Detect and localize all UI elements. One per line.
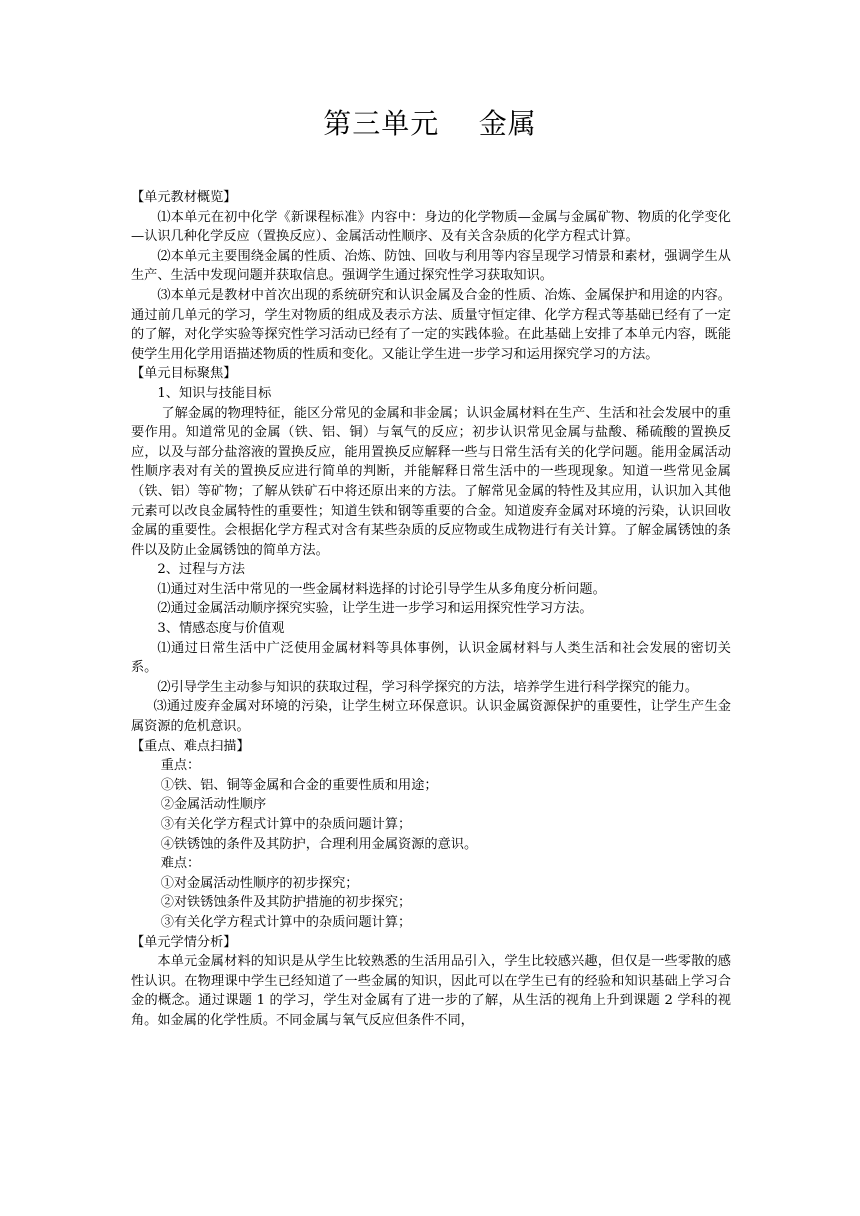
goal-emotion-item-1: ⑴通过日常生活中广泛使用金属材料等具体事例，认识金属材料与人类生活和社会发展的密切关系。 — [131, 640, 731, 676]
key-point-item: ①铁、铝、铜等金属和合金的重要性质和用途； — [160, 777, 438, 793]
goal-emotion-item-3: ⑶通过废弃金属对环境的污染，让学生树立环保意识。认识金属资源保护的重要性，让学生产生金属资源的危机意识。 — [131, 699, 731, 735]
section-heading-keypoints: 【重点、难点扫描】 — [131, 738, 250, 754]
key-points-label: 重点： — [160, 758, 201, 774]
document-body — [131, 188, 731, 1031]
key-point-item: ②金属活动性顺序 — [160, 797, 267, 813]
goal-emotion-title: 3、情感态度与价值观 — [157, 621, 285, 637]
difficult-point-item: ③有关化学方程式计算中的杂质问题计算； — [160, 914, 412, 930]
section-heading-analysis: 【单元学情分析】 — [131, 934, 237, 950]
section-heading-overview: 【单元教材概览】 — [131, 190, 237, 205]
overview-paragraph-1: ⑴本单元在初中化学《新课程标准》内容中：身边的化学物质—金属与金属矿物、物质的化学变化—认识几种化学反应（置换反应）、金属活动性顺序、及有关含杂质的化学方程式计算。 — [131, 209, 731, 245]
key-point-item: ③有关化学方程式计算中的杂质问题计算； — [160, 817, 412, 832]
difficult-point-item: ②对铁锈蚀条件及其防护措施的初步探究； — [160, 895, 412, 911]
page-title: 第三单元 金属 — [323, 107, 537, 140]
difficult-point-item: ①对金属活动性顺序的初步探究； — [160, 875, 359, 891]
analysis-paragraph: 本单元金属材料的知识是从学生比较熟悉的生活用品引入，学生比较感兴趣，但仅是一些零散的感性认识。在物理课中学生已经知道了一些金属的知识，因此可以在学生已有的经验和知识基础上学习合金的概念。通过课题 1 的学习，学生对金属有了进一步的了解，从生活的视角上升到课题 2 学科的视角。如金属的化学性质。不同金属与氧气反应但条件不同， — [131, 954, 731, 1028]
overview-paragraph-2: ⑵本单元主要围绕金属的性质、冶炼、防蚀、回收与利用等内容呈现学习情景和素材，强调学生从生产、生活中发现问题并获取信息。强调学生通过探究性学习获取知识。 — [131, 248, 731, 284]
section-heading-goals: 【单元目标聚焦】 — [131, 366, 237, 382]
goal-process-item-2: ⑵通过金属活动顺序探究实验，让学生进一步学习和运用探究性学习方法。 — [157, 601, 593, 617]
goal-emotion-item-2: ⑵引导学生主动参与知识的获取过程，学习科学探究的方法，培养学生进行科学探究的能力。 — [157, 679, 699, 695]
goal-process-item-1: ⑴通过对生活中常见的一些金属材料选择的讨论引导学生从多角度分析问题。 — [157, 581, 606, 597]
difficult-points-label: 难点： — [160, 856, 201, 872]
goal-knowledge-title: 1、知识与技能目标 — [157, 385, 272, 401]
goal-process-title: 2、过程与方法 — [157, 562, 245, 578]
key-point-item: ④铁锈蚀的条件及其防护，合理利用金属资源的意识。 — [160, 836, 478, 852]
goal-knowledge-body: 了解金属的物理特征，能区分常见的金属和非金属；认识金属材料在生产、生活和社会发展中的重要作用。知道常见的金属（铁、铝、铜）与氧气的反应；初步认识常见金属与盐酸、稀硫酸的置换反应，以及与部分盐溶液的置换反应，能用置换反应解释一些与日常生活有关的化学问题。能用金属活动性顺序表对有关的置换反应进行简单的判断，并能解释日常生活中的一些现现象。知道一些常见金属（铁、铝）等矿物；了解从铁矿石中将还原出来的方法。了解常见金属的特性及其应用，认识加入其他元素可以改良金属特性的重要性；知道生铁和钢等重要的合金。知道废弃金属对环境的污染，认识回收金属的重要性。会根据化学方程式对含有某些杂质的反应物或生成物进行有关计算。了解金属锈蚀的条件以及防止金属锈蚀的简单方法。 — [131, 405, 731, 558]
overview-paragraph-3: ⑶本单元是教材中首次出现的系统研究和认识金属及合金的性质、冶炼、金属保护和用途的内容。通过前几单元的学习，学生对物质的组成及表示方法、质量守恒定律、化学方程式等基础已经有了一定的了解，对化学实验等探究性学习活动已经有了一定的实践体验。在此基础上安排了本单元内容，既能使学生用化学用语描述物质的性质和变化。又能让学生进一步学习和运用探究学习的方法。 — [131, 287, 731, 362]
